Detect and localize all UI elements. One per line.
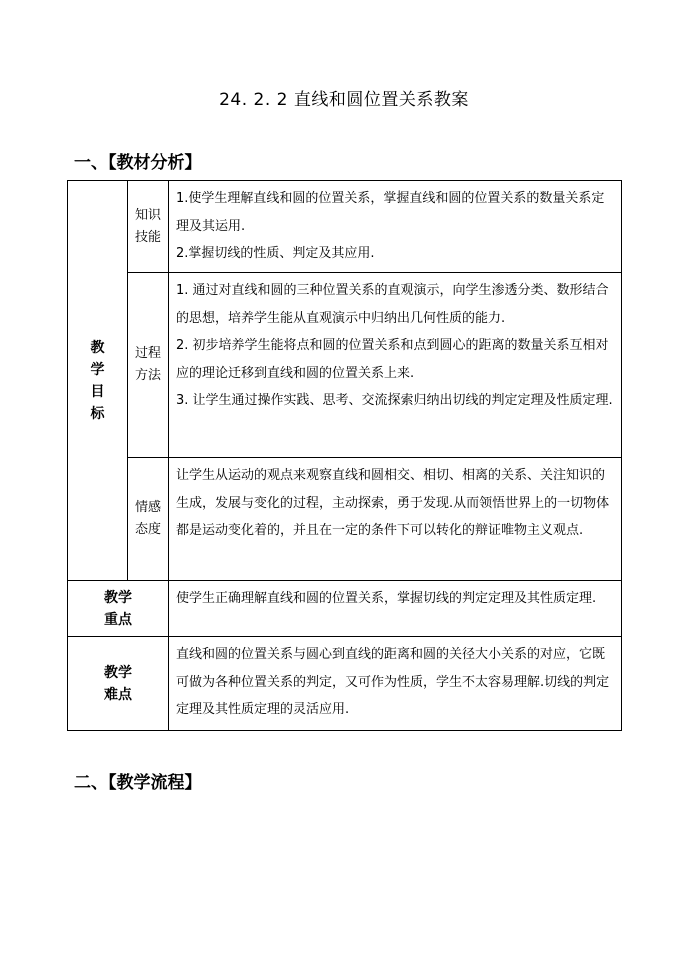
emotion-label-line: 情感	[134, 500, 161, 515]
emotion-content-cell	[169, 458, 622, 581]
objectives-label-char: 教	[90, 339, 105, 356]
knowledge-label-line: 知识	[134, 207, 161, 223]
lesson-analysis-table	[67, 180, 622, 731]
objectives-label-char: 标	[90, 405, 105, 422]
process-content-cell	[169, 273, 622, 458]
difficulties-label-line: 难点	[104, 686, 132, 703]
key-points-label-line: 教学	[104, 589, 132, 606]
key-points-label-line: 重点	[104, 611, 132, 628]
knowledge-label-line: 技能	[134, 229, 161, 245]
process-line: 1. 通过对直线和圆的三种位置关系的直观演示，向学生渗透分类、数形结合的思想，培养学生能从直观演示中归纳出几何性质的能力.	[176, 283, 609, 326]
process-label-line: 方法	[134, 368, 161, 383]
emotion-line: 让学生从运动的观点来观察直线和圆相交、相切、相离的关系、关注知识的生成，发展与变化的过程，主动探索，勇于发现.从而领悟世界上的一切物体都是运动变化着的，并且在一定的条件下可以转化的辩证唯物主义观点.	[176, 468, 610, 538]
page-title: 24. 2. 2 直线和圆位置关系教案	[219, 90, 469, 110]
section-heading-analysis: 一、【教材分析】	[74, 153, 202, 173]
process-line: 2. 初步培养学生能将点和圆的位置关系和点到圆心的距离的数量关系互相对应的理论迁移到直线和圆的位置关系上来.	[176, 338, 609, 381]
knowledge-line: 1.使学生理解直线和圆的位置关系，掌握直线和圆的位置关系的数量关系定理及其运用.	[176, 191, 605, 234]
table-row-emotion	[68, 458, 622, 581]
section-heading-process: 二、【教学流程】	[74, 773, 202, 793]
knowledge-line: 2.掌握切线的性质、判定及其应用.	[176, 246, 375, 261]
difficulties-label-line: 教学	[104, 664, 132, 681]
emotion-label-line: 态度	[134, 522, 161, 537]
key-points-label-cell	[68, 581, 169, 637]
process-label-cell	[128, 273, 169, 458]
emotion-label-cell	[128, 458, 169, 581]
table-row-process	[68, 273, 622, 458]
key-points-content-cell	[169, 581, 622, 637]
table-row-knowledge	[68, 181, 622, 273]
knowledge-label-cell	[128, 181, 169, 273]
table-row-difficulties	[68, 637, 622, 731]
difficulties-content-cell	[169, 637, 622, 731]
process-line: 3. 让学生通过操作实践、思考、交流探索归纳出切线的判定定理及性质定理.	[176, 393, 613, 408]
process-label-line: 过程	[134, 346, 161, 361]
difficulties-line: 直线和圆的位置关系与圆心到直线的距离和圆的关径大小关系的对应，它既可做为各种位置关系的判定，又可作为性质，学生不太容易理解.切线的判定定理及其性质定理的灵活应用.	[176, 647, 610, 717]
difficulties-label-cell	[68, 637, 169, 731]
objectives-label-char: 学	[90, 361, 105, 378]
key-points-line: 使学生正确理解直线和圆的位置关系，掌握切线的判定定理及其性质定理.	[176, 591, 597, 606]
knowledge-content-cell	[169, 181, 622, 273]
table-row-key-points	[68, 581, 622, 637]
objectives-label-cell	[68, 181, 128, 581]
objectives-label-char: 目	[90, 383, 105, 400]
